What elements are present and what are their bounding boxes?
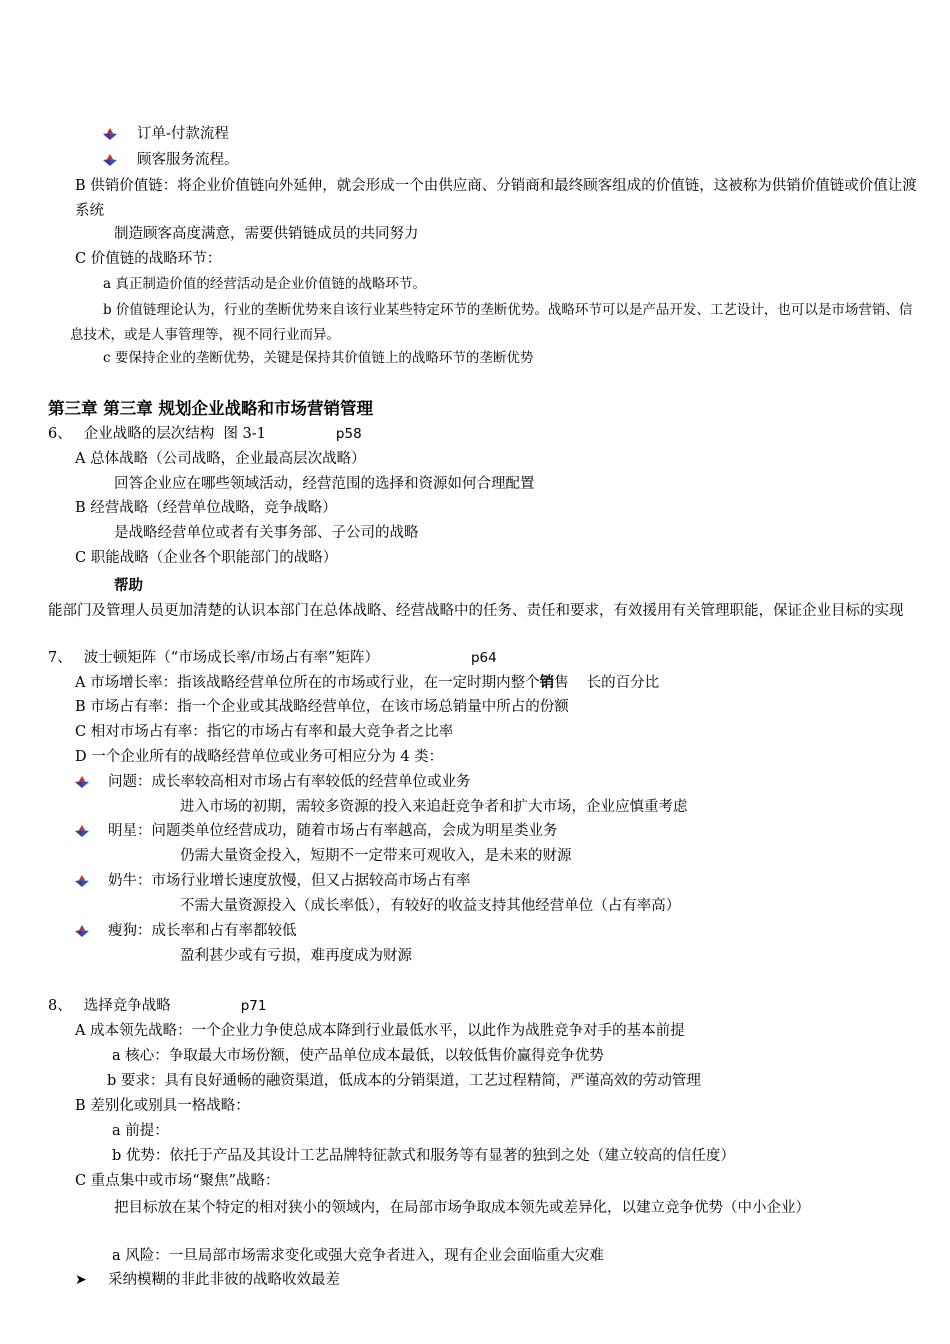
paragraph-item: c 要保持企业的垄断优势，关键是保持其价值链上的战略环节的垄断优势 (103, 350, 534, 366)
section-heading (48, 648, 497, 668)
paragraph-note: a 核心：争取最大市场份额，使产品单位成本最低，以较低售价赢得竞争优势 (112, 1048, 604, 1064)
page-ref: p64 (470, 650, 497, 666)
paragraph-note: 制造顾客高度满意，需要供销链成员的共同努力 (114, 226, 419, 242)
diamond-bullet-icon (102, 153, 118, 167)
text-fragment: A 市场增长率：指该战略经营单位所在的市场或行业，在一定时期内整个 (75, 675, 540, 691)
list-item: 问题：成长率较高相对市场占有率较低的经营单位或业务 (108, 774, 471, 790)
paragraph-item: C 相对市场占有率：指它的市场占有率和最大竞争者之比率 (75, 724, 454, 740)
section-heading (48, 424, 362, 444)
diamond-bullet-icon (74, 775, 90, 789)
section-title: 选择竞争战略 (83, 998, 171, 1014)
subheading: C 价值链的战略环节： (75, 251, 222, 267)
paragraph-note: 是战略经营单位或者有关事务部、子公司的战略 (114, 525, 419, 541)
section-title: 波士顿矩阵（“市场成长率/市场占有率”矩阵） (83, 650, 379, 666)
paragraph-item: A 总体战略（公司战略，企业最高层次战略） (75, 451, 366, 467)
paragraph-item: B 市场占有率：指一个企业或其战略经营单位，在该市场总销量中所占的份额 (75, 699, 569, 715)
paragraph-note: b 优势：依托于产品及其设计工艺品牌特征款式和服务等有显著的独到之处（建立较高的信任度） (112, 1148, 735, 1164)
page-ref: p58 (335, 426, 362, 442)
paragraph-item: A 成本领先战略：一个企业力争使总成本降到行业最低水平，以此作为战胜竞争对手的基本前提 (75, 1023, 685, 1039)
paragraph-note: a 风险：一旦局部市场需求变化或强大竞争者进入，现有企业会面临重大灾难 (112, 1248, 604, 1264)
paragraph-item: a 真正制造价值的经营活动是企业价值链的战略环节。 (103, 276, 426, 292)
text-fragment: 销 (539, 674, 555, 691)
text-fragment: 能部门及管理人员更加清楚的认识本部门在总体战略、经营战略中的任务、责任和要求，有效援用有关管理职能，保证企业目标的实现 (48, 603, 904, 619)
list-item-note: 不需大量资源投入（成长率低），有较好的收益支持其他经营单位（占有率高） (180, 898, 681, 914)
paragraph-note: 回答企业应在哪些领域活动，经营范围的选择和资源如何合理配置 (114, 476, 535, 492)
list-item-note: 盈利甚少或有亏损，难再度成为财源 (180, 948, 412, 964)
arrow-bullet-icon: ➤ (75, 1272, 87, 1288)
chapter-title: 第三章 第三章 规划企业战略和市场营销管理 (48, 399, 373, 418)
list-item: 采纳模糊的非此非彼的战略收效最差 (108, 1272, 340, 1288)
paragraph-note (48, 573, 920, 624)
list-item: 奶牛：市场行业增长速度放慢，但又占据较高市场占有率 (108, 873, 471, 889)
text-fragment: 长的百分比 (586, 675, 660, 691)
list-item: 顾客服务流程。 (137, 152, 239, 168)
list-item-note: 进入市场的初期，需较多资源的投入来追赶竞争者和扩大市场，企业应慎重考虑 (180, 799, 688, 815)
list-item: 明星：问题类单位经营成功，随着市场占有率越高，会成为明星类业务 (108, 823, 558, 839)
paragraph-item: B 差别化或别具一格战略： (75, 1098, 250, 1114)
paragraph-item: B 经营战略（经营单位战略，竞争战略） (75, 500, 337, 516)
section-number: 8、 (48, 998, 72, 1014)
diamond-bullet-icon (74, 874, 90, 888)
list-item-note: 仍需大量资金投入，短期不一定带来可观收入，是未来的财源 (180, 848, 572, 864)
page-ref: p71 (240, 998, 267, 1014)
paragraph-note: b 要求：具有良好通畅的融资渠道，低成本的分销渠道，工艺过程精简，严谨高效的劳动管理 (107, 1073, 701, 1089)
paragraph-item: b 价值链理论认为，行业的垄断优势来自该行业某些特定环节的垄断优势。战略环节可以是产品开发、工艺设计，也可以是市场营销、信息技术，或是人事管理等，视不同行业而异。 (70, 302, 913, 343)
paragraph-note: a 前提： (112, 1123, 169, 1139)
paragraph-item: C 重点集中或市场“聚焦”战略： (75, 1173, 280, 1189)
diamond-bullet-icon (102, 127, 118, 141)
diamond-bullet-icon (74, 924, 90, 938)
text-fragment: 帮助 (114, 577, 143, 594)
text-fragment: 售 (554, 675, 569, 691)
section-heading (48, 996, 266, 1016)
list-item: 订单-付款流程 (137, 126, 229, 142)
paragraph-item: C 职能战略（企业各个职能部门的战略） (75, 550, 338, 566)
diamond-bullet-icon (74, 824, 90, 838)
paragraph-supply-chain: B 供销价值链：将企业价值链向外延伸，就会形成一个由供应商、分销商和最终顾客组成的价值链，这被称为供销价值链或价值让渡系统 (75, 178, 917, 219)
section-number: 7、 (48, 650, 72, 666)
paragraph-item (75, 673, 659, 693)
section-title: 企业战略的层次结构 图 3-1 (83, 426, 266, 442)
list-item: 瘦狗：成长率和占有率都较低 (108, 923, 297, 939)
section-number: 6、 (48, 426, 72, 442)
paragraph-item: D 一个企业所有的战略经营单位或业务可相应分为 4 类： (75, 749, 444, 765)
paragraph-note: 把目标放在某个特定的相对狭小的领域内，在局部市场争取成本领先或差异化，以建立竞争优势（中小企业） (114, 1200, 810, 1216)
